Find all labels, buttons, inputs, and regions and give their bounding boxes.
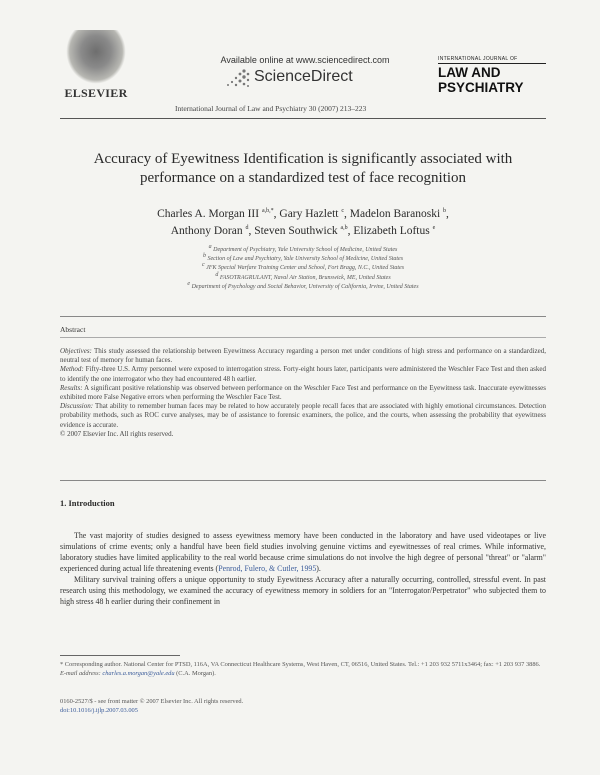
author-list: Charles A. Morgan III $^{a,b,*}$, Gary Hazlett $^c$, Madelon Baranoski $^b$, Anthony Doran $^d$, Steven Southwick $^{a,b}$, Elizabeth Loftus $^e$ — [157, 208, 449, 237]
author-email-link[interactable]: charles.a.morgan@yale.edu — [102, 669, 175, 677]
doi-link[interactable]: doi:10.1016/j.ijlp.2007.03.005 — [60, 706, 138, 714]
abstract-heading: Abstract — [60, 325, 86, 334]
intro-paragraph-1: The vast majority of studies designed to assess eyewitness memory have been conducted in the laboratory and have used videotapes or live simulations of crime events; only a handful have been field studies involving genuine victims and eyewitnesses of real crimes. While informative, laboratory studies have limited applicability to the real world because crime simulations do not involve the high degree of personal "threat" or "alarm" experienced during actual life threatening events (Penrod, Fulero, & Cutler, 1995). — [60, 531, 546, 573]
abstract-copyright: © 2007 Elsevier Inc. All rights reserved. — [60, 429, 174, 438]
section-heading-introduction: 1. Introduction — [60, 498, 115, 508]
abstract-method: Method: Fifty-three U.S. Army personnel were exposed to interrogation stress. Forty-eight hours later, participants were administered the Weschler Face Test and then asked to identify the one interrogator who they had encountered 48 h earlier. — [60, 365, 546, 383]
author-1[interactable]: Charles A. Morgan III $^{a,b,*}$ — [157, 208, 274, 220]
affiliations — [60, 246, 546, 292]
reference-link-penrod[interactable]: Penrod, Fulero, & Cutler, 1995 — [218, 564, 317, 573]
publisher-name: ELSEVIER — [64, 86, 128, 100]
journal-citation: International Journal of Law and Psychiatry 30 (2007) 213–223 — [175, 104, 367, 113]
affiliation-d: $^d$ FASOTRAGRULANT, Naval Air Station, Brunswick, ME, United States — [215, 271, 391, 281]
author-4[interactable]: Anthony Doran $^d$ — [170, 225, 249, 237]
journal-logo-top: INTERNATIONAL JOURNAL OF — [438, 56, 546, 64]
sciencedirect-wordmark: ScienceDirect — [254, 68, 353, 85]
abstract-top-rule — [60, 316, 546, 317]
issn-line: 0160-2527/$ - see front matter © 2007 Elsevier Inc. All rights reserved. — [60, 698, 244, 705]
abstract-discussion: Discussion: That ability to remember human faces may be related to how accurately people recall faces that are associated with highly emotional circumstances. Detection probability methods, such as ROC curve analyses, may be of assistance to forensic examiners, the police, and the courts, when assessing the probability that eyewitness evidence is accurate. — [60, 402, 546, 429]
corresponding-author-footnote: * Corresponding author. National Center for PTSD, 116A, VA Connecticut Healthcare Systems, West Haven, CT, 06516, United States. Tel.: +1 203 932 5711x3464; fax: +1 203 937 3886. E-mail address: charles.a.morgan@yale.edu (C.A. Morgan). — [60, 661, 541, 677]
abstract-bottom-rule — [60, 480, 546, 481]
affiliation-a: $^a$ Department of Psychiatry, Yale University School of Medicine, United States — [208, 244, 398, 253]
author-3[interactable]: Madelon Baranoski $^b$ — [349, 208, 447, 220]
affiliation-e: $^e$ Department of Psychology and Social Behavior, University of California, Irvine, United States — [187, 280, 419, 290]
abstract-body — [60, 347, 546, 439]
elsevier-logo — [60, 30, 132, 101]
elsevier-tree-icon — [66, 30, 126, 84]
affiliation-c: $^c$ JFK Special Warfare Training Center and School, Fort Bragg, N.C., United States — [201, 262, 405, 272]
article-identifiers — [60, 698, 243, 715]
header-rule — [60, 118, 546, 119]
journal-logo-line2: PSYCHIATRY — [438, 80, 524, 95]
available-online-text[interactable]: Available online at www.sciencedirect.com — [220, 55, 390, 65]
author-6[interactable]: Elizabeth Loftus $^e$ — [353, 225, 436, 237]
abstract-results: Results: A significant positive relationship was observed between performance on the Weschler Face Test and performance on the Eyewitness task. Inaccurate eyewitnesses exhibited more False Negative errors when performing the Weschler Face Test. — [60, 383, 546, 402]
abstract-heading-rule — [60, 337, 546, 338]
author-2[interactable]: Gary Hazlett $^c$ — [279, 208, 345, 220]
paper-title: Accuracy of Eyewitness Identification is significantly associated with performance on a standardized test of face recognition — [93, 151, 513, 186]
footnote-rule — [60, 655, 180, 656]
affiliation-b: $^b$ Section of Law and Psychiatry, Yale University School of Medicine, United States — [202, 253, 404, 263]
journal-logo-line1: LAW AND — [438, 65, 501, 80]
author-5[interactable]: Steven Southwick $^{a,b}$ — [254, 225, 348, 237]
introduction-body — [60, 530, 546, 607]
journal-logo — [438, 56, 546, 104]
sciencedirect-dots-icon — [222, 67, 252, 89]
abstract-objectives: Objectives: This study assessed the relationship between Eyewitness Accuracy regarding a person met under conditions of high stress and performance on a standardized, neutral test of memory for human faces. — [60, 347, 546, 365]
intro-paragraph-2: Military survival training offers a unique opportunity to study Eyewitness Accuracy after a naturally occurring, controlled, stressful event. In past research using this methodology, we examined the accuracy of eyewitness memory in soldiers for an "Interrogator/Perpetrator" who subjected them to high stress 48 h earlier during their confinement in — [60, 575, 546, 606]
